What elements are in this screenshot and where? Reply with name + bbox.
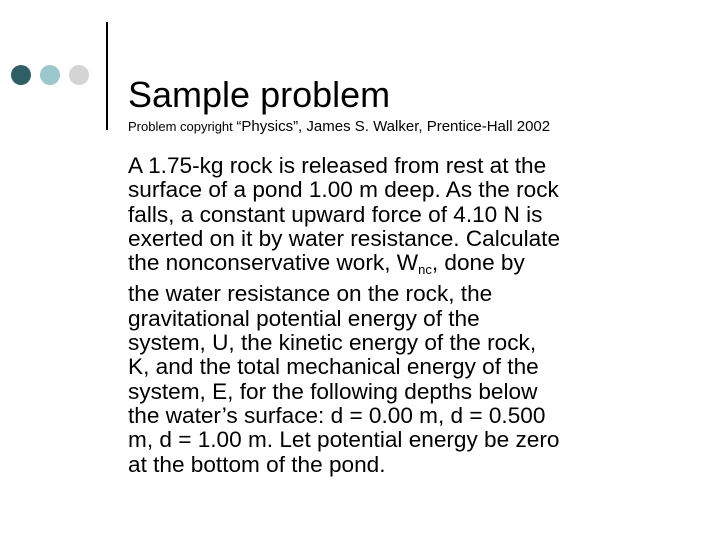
problem-line: exerted on it by water resistance. Calculate [128, 225, 561, 251]
problem-line: m, d = 1.00 m. Let potential energy be zero [128, 427, 560, 453]
copyright-prefix: Problem copyright [128, 119, 237, 134]
problem-line: surface of a pond 1.00 m deep. As the rock [128, 177, 559, 203]
problem-line: system, E, for the following depths below [128, 378, 538, 404]
problem-line: at the bottom of the pond. [128, 451, 386, 477]
problem-line: system, U, the kinetic energy of the rock, [128, 330, 537, 356]
problem-line: K, and the total mechanical energy of the [128, 354, 539, 380]
problem-line-work [128, 251, 628, 282]
copyright-line [128, 118, 550, 136]
work-text: the nonconservative work, W [128, 250, 419, 276]
problem-line: A 1.75-kg rock is released from rest at the [128, 153, 547, 178]
problem-line: falls, a constant upward force of 4.10 N is [128, 201, 543, 227]
decorative-dot-gray [69, 65, 89, 85]
decorative-dot-teal [40, 65, 60, 85]
title-divider [106, 22, 108, 130]
copyright-source: “Physics”, James S. Walker, Prentice-Hall 2002 [236, 118, 551, 135]
decorative-dot-dark [11, 65, 31, 85]
problem-line: gravitational potential energy of the [128, 305, 480, 331]
problem-statement [128, 154, 628, 477]
slide-title: Sample problem [128, 74, 391, 115]
problem-line: the water’s surface: d = 0.00 m, d = 0.500 [128, 402, 546, 428]
work-text-after: , done by [431, 250, 525, 276]
problem-line: the water resistance on the rock, the [128, 281, 493, 307]
work-subscript: nc [418, 262, 432, 278]
